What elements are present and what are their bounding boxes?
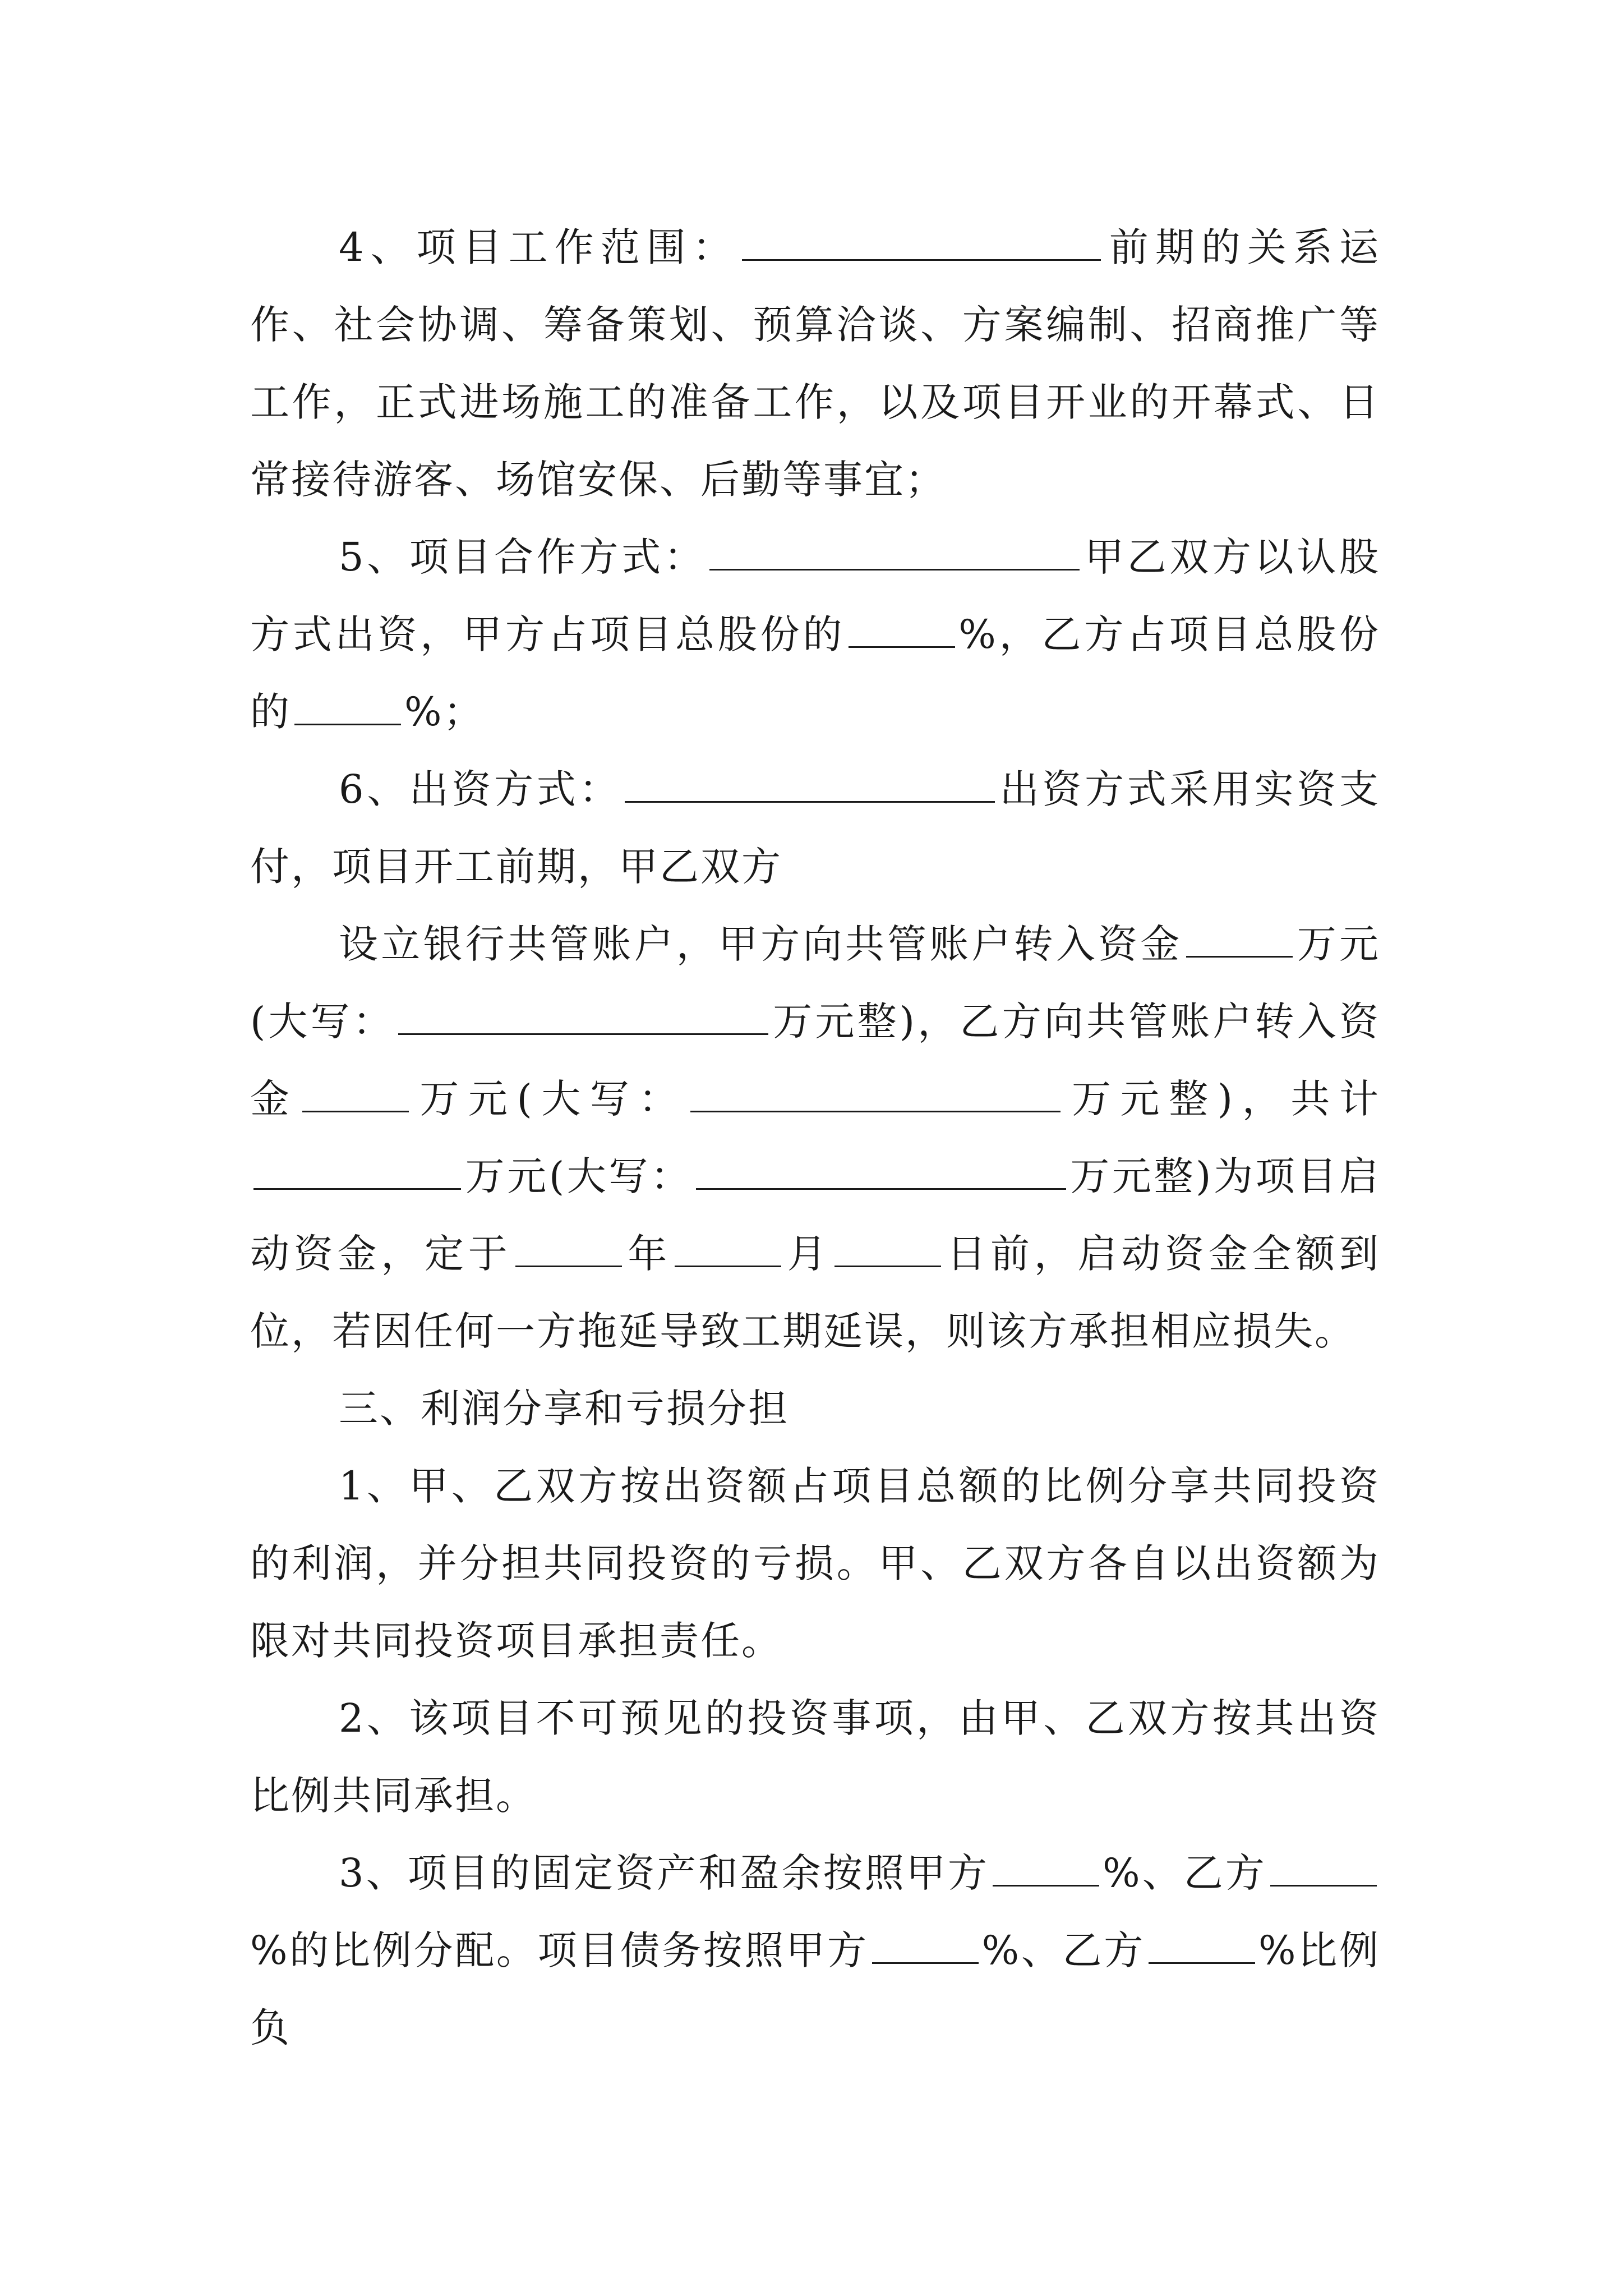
section-3-clause-2: [250, 1680, 1380, 1834]
clause-5-text-2: %，乙方占项目总股份的: [250, 611, 1381, 735]
account-text-2: 万元(大写：: [250, 921, 1381, 1045]
account-text-3: 万元整)，乙方向共管账户转入资金: [250, 999, 1381, 1122]
clause-5-text: 甲乙双方以认股方式出资，甲方占项目总股份的: [250, 534, 1380, 657]
section-3-clause-3-text-2: %、乙方: [1103, 1850, 1267, 1896]
contract-text: [250, 209, 1380, 2067]
blank-line: [253, 1154, 461, 1190]
blank-line: [742, 226, 1101, 261]
account-text-10: 日前，启动资金全额到位，若因任何一方拖延导致工期延误，则该方承担相应损失。: [250, 1231, 1380, 1354]
clause-6-text: 出资方式采用实资支付，项目开工前期，甲乙双方: [250, 766, 1380, 890]
account-text-6: 万元(大写：: [464, 1153, 693, 1199]
account-text-7: 万元整)为项目启动资金，定于: [250, 1153, 1380, 1277]
clause-6-funding-method: [250, 751, 1380, 905]
blank-line: [515, 1232, 622, 1267]
clause-6-account-paragraph: [250, 905, 1380, 1370]
blank-line: [709, 535, 1080, 570]
blank-line: [872, 1929, 979, 1964]
account-text-1: 设立银行共管账户，甲方向共管账户转入资金: [339, 921, 1183, 967]
section-3-clause-3-text-3: %的比例分配。项目债务按照甲方: [250, 1927, 869, 1973]
clause-6-label: 6、出资方式：: [339, 766, 622, 812]
account-text-9: 月: [785, 1231, 831, 1277]
blank-line: [696, 1154, 1066, 1190]
clause-4-label: 4、项目工作范围：: [339, 224, 739, 270]
account-text-5: 万元整)，共计: [1064, 1076, 1380, 1122]
clause-5-cooperation-mode: [250, 518, 1380, 751]
blank-line: [1270, 1851, 1377, 1887]
section-3-clause-3-text-5: %比例负: [250, 1927, 1381, 2051]
blank-line: [834, 1232, 941, 1267]
clause-5-label: 5、项目合作方式：: [339, 534, 707, 580]
blank-line: [1149, 1929, 1255, 1964]
section-3-clause-2-text: 2、该项目不可预见的投资事项，由甲、乙双方按其出资比例共同承担。: [250, 1695, 1380, 1819]
clause-4-work-scope: [250, 209, 1380, 518]
account-text-8: 年: [625, 1231, 671, 1277]
blank-line: [398, 1000, 768, 1035]
blank-line: [1186, 922, 1293, 958]
section-3-clause-3-text-1: 3、项目的固定资产和盈余按照甲方: [339, 1850, 990, 1896]
section-3-title: 三、利润分享和亏损分担: [339, 1386, 789, 1432]
section-3-heading: [250, 1370, 1380, 1447]
section-3-clause-3-text-4: %、乙方: [981, 1927, 1146, 1973]
blank-line: [294, 690, 401, 725]
clause-4-text: 前期的关系运作、社会协调、筹备策划、预算洽谈、方案编制、招商推广等工作，正式进场施工的准备工作，以及项目开业的开幕式、日常接待游客、场馆安保、后勤等事宜；: [250, 224, 1380, 503]
blank-line: [302, 1077, 409, 1112]
section-3-clause-3: [250, 1834, 1380, 2067]
section-3-clause-1-text: 1、甲、乙双方按出资额占项目总额的比例分享共同投资的利润，并分担共同投资的亏损。甲、乙双方各自以出资额为限对共同投资项目承担责任。: [250, 1463, 1380, 1664]
clause-5-text-3: %；: [404, 689, 485, 735]
blank-line: [849, 613, 955, 648]
blank-line: [993, 1851, 1099, 1887]
blank-line: [690, 1077, 1061, 1112]
blank-line: [675, 1232, 781, 1267]
account-text-4: 万元(大写：: [412, 1076, 688, 1122]
section-3-clause-1: [250, 1447, 1380, 1680]
blank-line: [625, 767, 995, 803]
